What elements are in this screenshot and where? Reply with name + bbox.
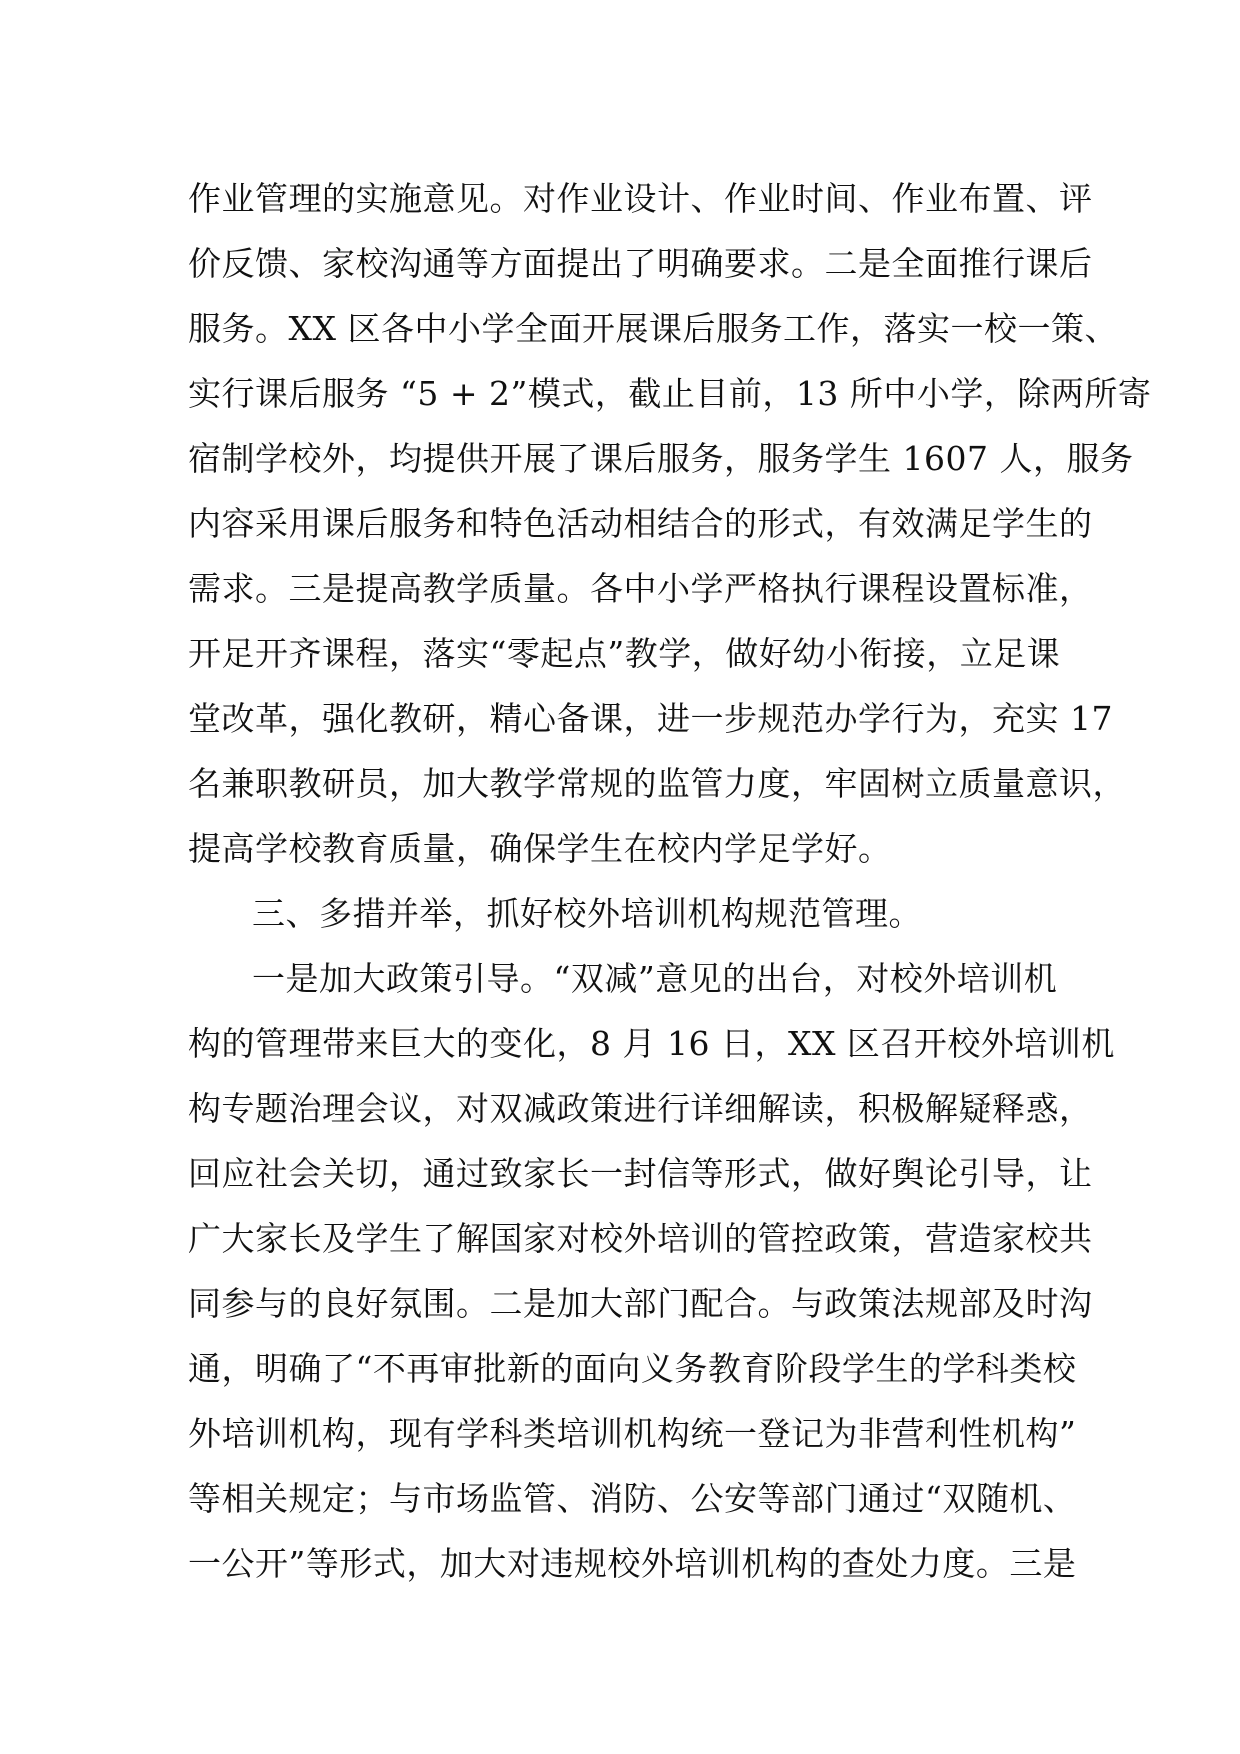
text-line: 开足开齐课程，落实“零起点”教学，做好幼小衔接，立足课 [188, 634, 1061, 673]
text-line: 外培训机构，现有学科类培训机构统一登记为非营利性机构” [188, 1414, 1077, 1453]
text-line: 广大家长及学生了解国家对校外培训的管控政策，营造家校共 [188, 1219, 1093, 1258]
text-line: 提高学校教育质量，确保学生在校内学足学好。 [188, 829, 892, 868]
body-text [188, 166, 1152, 1596]
text-line: 价反馈、家校沟通等方面提出了明确要求。二是全面推行课后 [188, 244, 1093, 283]
text-line: 作业管理的实施意见。对作业设计、作业时间、作业布置、评 [188, 179, 1093, 218]
text-line: 服务。XX 区各中小学全面开展课后服务工作，落实一校一策、 [188, 309, 1118, 348]
text-line: 实行课后服务 “5 + 2”模式，截止目前，13 所中小学，除两所寄 [188, 374, 1152, 413]
text-line: 构专题治理会议，对双减政策进行详细解读，积极解疑释惑， [188, 1089, 1093, 1128]
text-line: 一公开”等形式，加大对违规校外培训机构的查处力度。三是 [188, 1544, 1077, 1583]
text-line: 内容采用课后服务和特色活动相结合的形式，有效满足学生的 [188, 504, 1093, 543]
text-line: 构的管理带来巨大的变化，8 月 16 日，XX 区召开校外培训机 [188, 1024, 1115, 1063]
text-line: 回应社会关切，通过致家长一封信等形式，做好舆论引导，让 [188, 1154, 1093, 1193]
text-line: 堂改革，强化教研，精心备课，进一步规范办学行为，充实 17 [188, 699, 1113, 738]
text-line: 一是加大政策引导。“双减”意见的出台，对校外培训机 [252, 959, 1058, 998]
text-line: 同参与的良好氛围。二是加大部门配合。与政策法规部及时沟 [188, 1284, 1093, 1323]
text-line: 三、多措并举，抓好校外培训机构规范管理。 [252, 894, 922, 933]
text-line: 宿制学校外，均提供开展了课后服务，服务学生 1607 人，服务 [188, 439, 1134, 478]
text-line: 需求。三是提高教学质量。各中小学严格执行课程设置标准， [188, 569, 1093, 608]
text-line: 等相关规定；与市场监管、消防、公安等部门通过“双随机、 [188, 1479, 1077, 1518]
text-line: 通，明确了“不再审批新的面向义务教育阶段学生的学科类校 [188, 1349, 1077, 1388]
text-line: 名兼职教研员，加大教学常规的监管力度，牢固树立质量意识， [188, 764, 1126, 803]
